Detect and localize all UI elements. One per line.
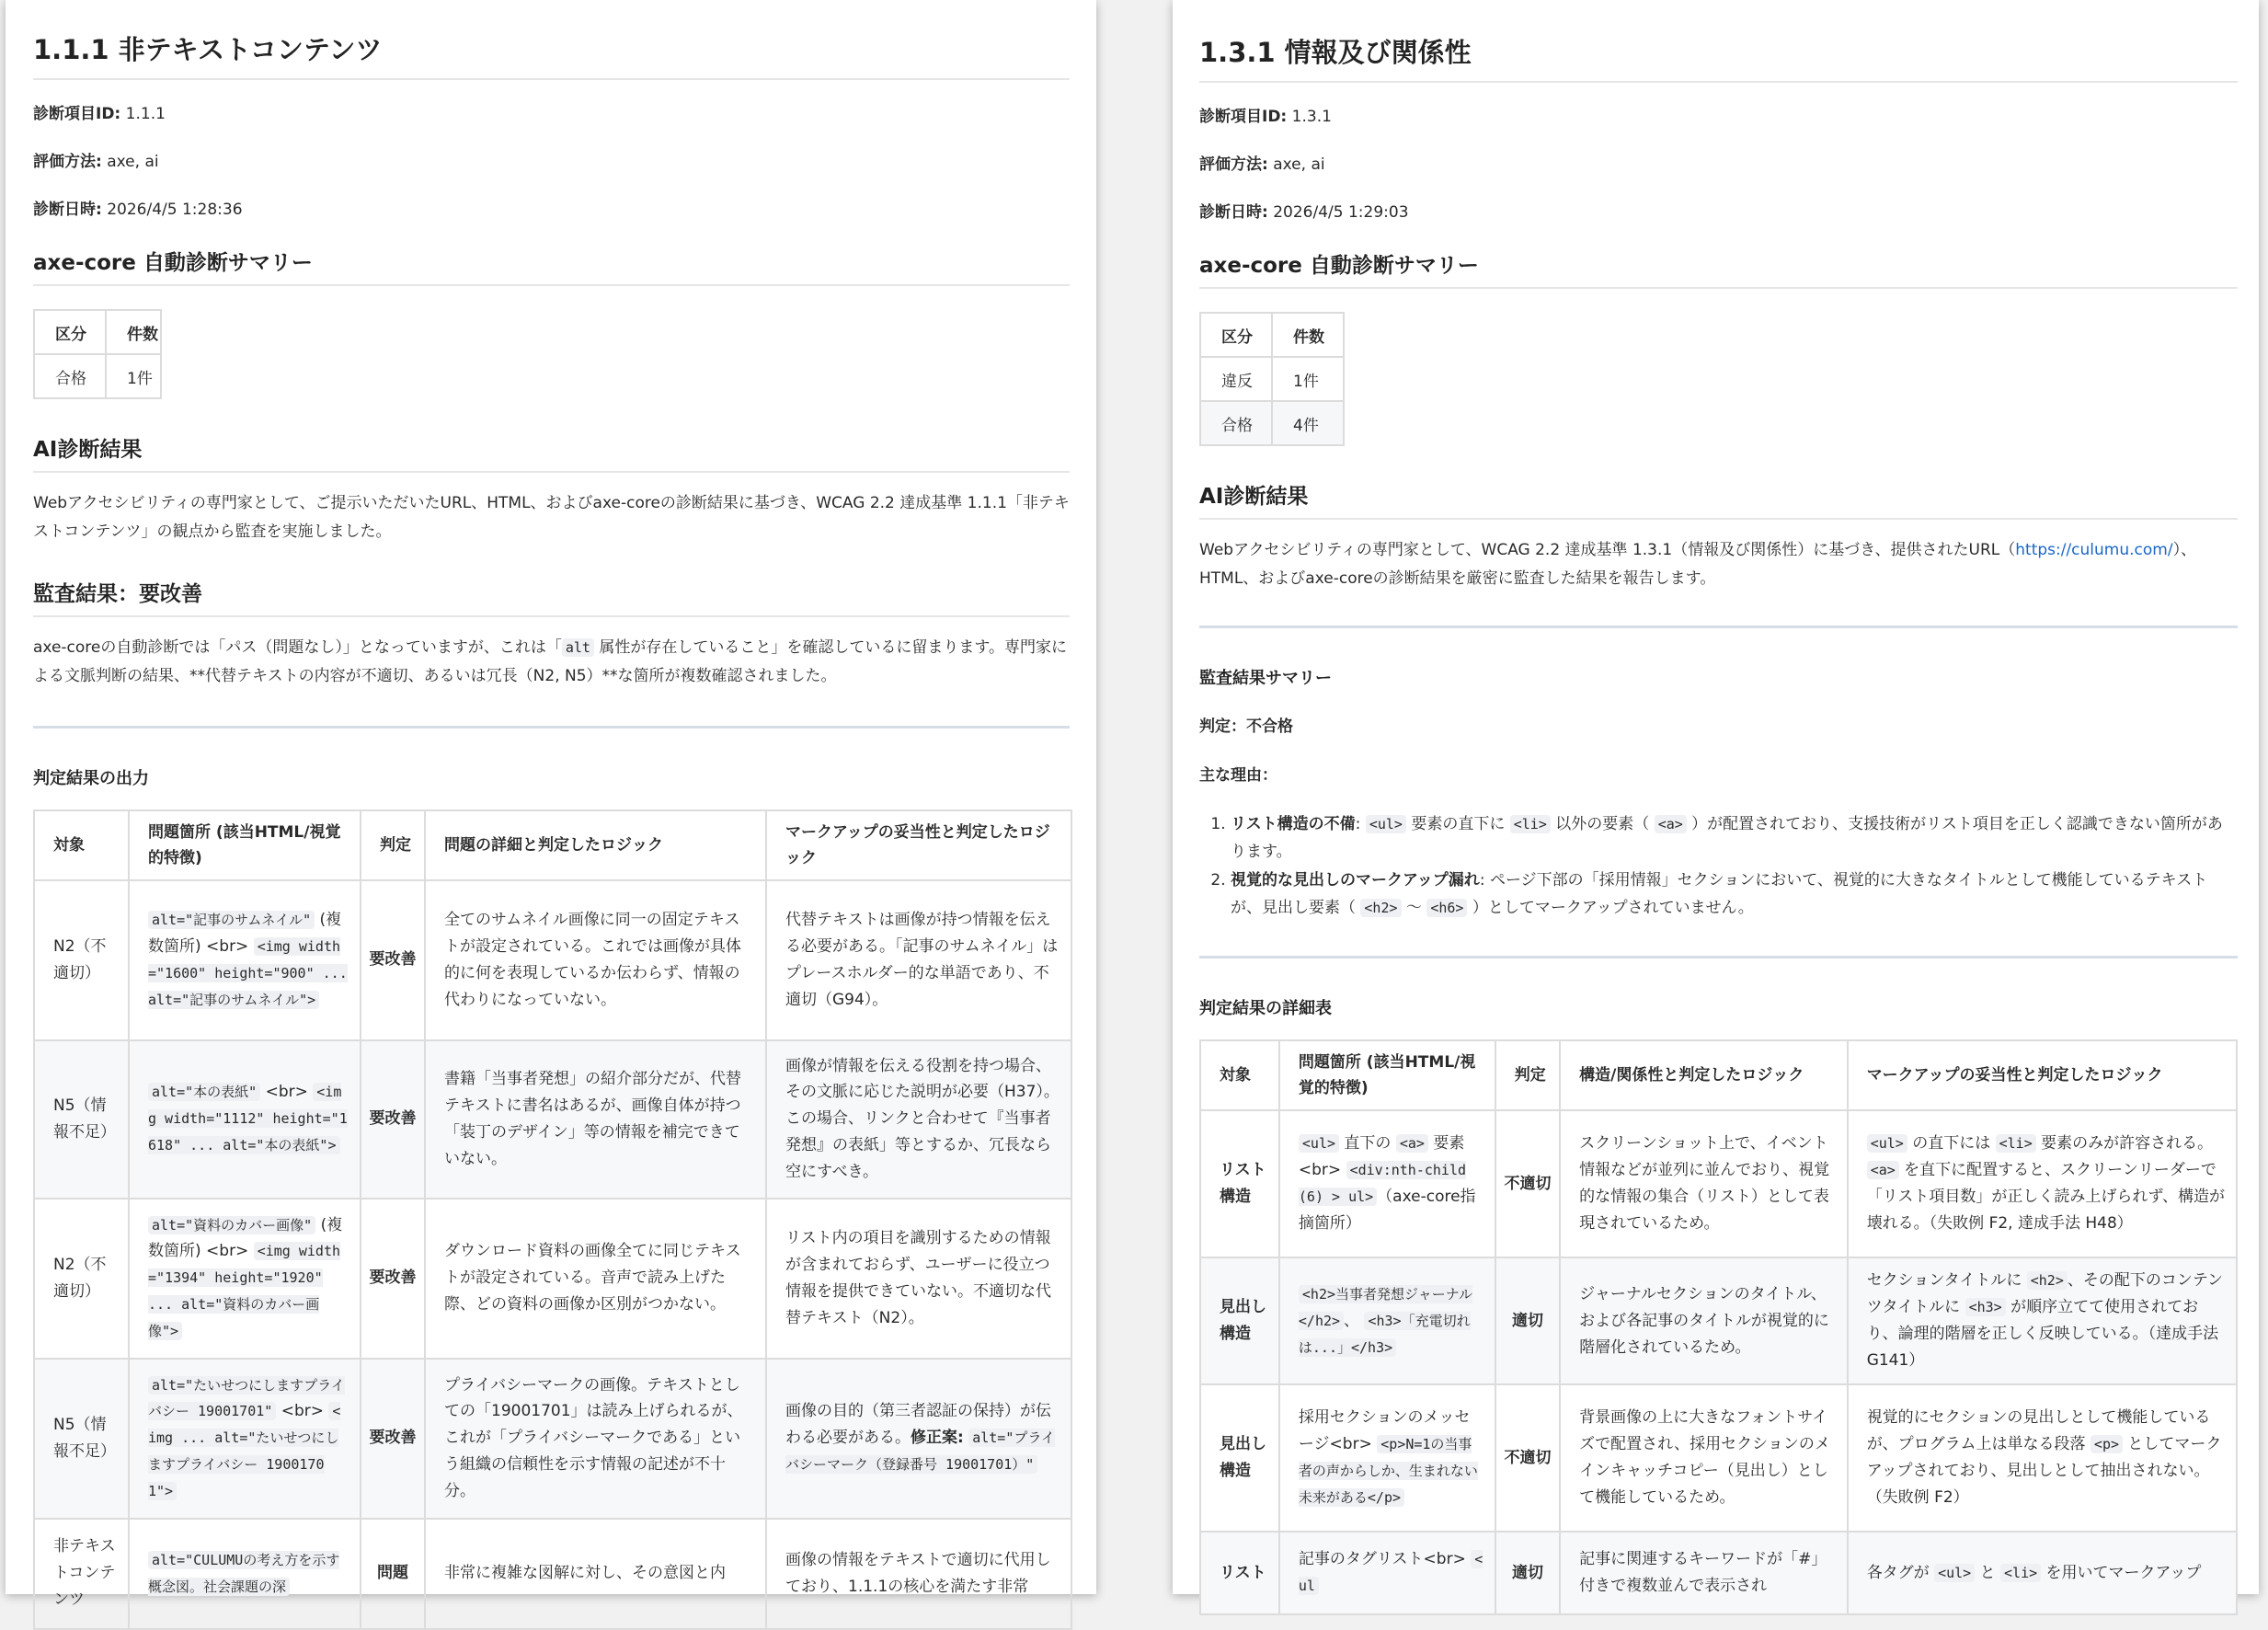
- inline-code: alt: [562, 638, 594, 657]
- inline-code: <ul>: [1299, 1134, 1339, 1153]
- row-markup: [766, 1359, 1071, 1519]
- section-divider: [1199, 956, 2238, 958]
- table-header-row: [1200, 313, 1344, 357]
- meta-value: 1.3.1: [1287, 108, 1332, 126]
- table-row: [1200, 401, 1344, 445]
- meta-value: axe, ai: [1267, 155, 1325, 175]
- inline-code: <h2>: [2027, 1271, 2068, 1290]
- text-segment: が順序立てて使用されており、論理的階層を正しく反映している。（達成手法 G141）: [1866, 1298, 2219, 1371]
- section-divider: [1199, 626, 2238, 628]
- row-detail: プライバシーマークの画像。テキストとしての「19001701」は読み上げられるが、これが「プライバシーマークである」という組織の信頼性を示す情報の記述が不十分。: [425, 1359, 766, 1519]
- summary-count: 4件: [1272, 401, 1344, 445]
- text-segment: 記事のタグリスト<br>: [1298, 1550, 1472, 1569]
- reason-item: [1231, 810, 2238, 867]
- row-markup: 画像が情報を伝える役割を持つ場合、その文脈に応じた説明が必要（H37）。この場合、リンクと合わせて『当事者発想』の表紙」等とするか、冗長なら空にすべき。: [766, 1040, 1071, 1199]
- inline-code: alt="プライバシーマーク（登録番号 19001701）": [785, 1429, 1055, 1474]
- text-segment: セクションタイトルに: [1866, 1271, 2027, 1291]
- table-header: 件数: [106, 310, 161, 354]
- row-verdict: 要改善: [361, 880, 425, 1040]
- reason-title: 視覚的な見出しのマークアップ漏れ: [1231, 870, 1480, 890]
- text-segment: ）、HTML、およびaxe-coreの診断結果を厳密に監査した結果を報告します。: [1199, 541, 2197, 588]
- meta-datetime: [33, 200, 1070, 220]
- row-markup: [1848, 1257, 2237, 1384]
- row-location: [129, 1359, 361, 1519]
- text-segment: axe-coreの自動診断では「パス（問題なし）」となっていますが、これは「: [33, 638, 562, 658]
- table-row: [34, 880, 1071, 1040]
- table-row: [1200, 1384, 2237, 1532]
- text-segment: と: [1975, 1563, 2001, 1582]
- axe-summary-heading: axe-core 自動診断サマリー: [1199, 248, 2238, 289]
- inline-code: <li>: [2000, 1564, 2041, 1582]
- inline-code: <ul>: [1934, 1564, 1975, 1582]
- inline-code: <h2>: [1360, 899, 1401, 917]
- inline-code: <ul: [1298, 1551, 1483, 1595]
- summary-count: 1件: [106, 354, 161, 398]
- table-header-row: [34, 810, 1071, 880]
- meta-item-id: [1199, 107, 2238, 127]
- ai-result-heading: AI診断結果: [1199, 479, 2238, 520]
- result-table: [33, 809, 1072, 1630]
- row-verdict: 適切: [1495, 1257, 1560, 1384]
- summary-count: 1件: [1272, 357, 1344, 401]
- text-segment: 要素の直下に: [1405, 814, 1510, 833]
- ai-intro-text: Webアクセシビリティの専門家として、ご提示いただいたURL、HTML、およびaxe-coreの診断結果に基づき、WCAG 2.2 達成基準 1.1.1「非テキストコンテンツ」の観点から監査を実施しました。: [33, 494, 1070, 541]
- row-detail: 書籍「当事者発想」の紹介部分だが、代替テキストに書名はあるが、画像自体が持つ「装丁のデザイン」等の情報を補完できていない。: [425, 1040, 766, 1199]
- meta-value: 2026/4/5 1:28:36: [101, 201, 243, 220]
- inline-code: alt="本の表紙": [148, 1083, 260, 1101]
- reason-title: リスト構造の不備: [1231, 814, 1356, 833]
- text-segment: (複数箇所) <br>: [148, 1215, 343, 1261]
- inline-code: alt="たいせつにしますプライバシー 19001701": [148, 1376, 345, 1420]
- summary-category: 合格: [1200, 401, 1272, 445]
- inline-code: <p>N=1の当事者の声からしか、生まれない未来がある</p>: [1298, 1436, 1478, 1507]
- reasons-heading: 主な理由：: [1199, 766, 1277, 786]
- table-header: 問題の詳細と判定したロジック: [425, 810, 766, 880]
- fix-label: 修正案:: [911, 1429, 964, 1448]
- text-segment: 直下の: [1339, 1134, 1396, 1154]
- audit-result-text: [33, 634, 1070, 690]
- table-header: 判定: [1495, 1040, 1560, 1110]
- row-markup: [1848, 1110, 2237, 1257]
- inline-code: <img width="1112" height="1618" ... alt="本の表紙">: [148, 1084, 348, 1154]
- row-location: [1279, 1257, 1495, 1384]
- row-target: 見出し構造: [1200, 1384, 1279, 1532]
- inline-code: <h3>: [1965, 1298, 2006, 1316]
- meta-value: 1.1.1: [120, 105, 166, 123]
- right-report-content: [1173, 0, 2259, 1615]
- table-row: [34, 1199, 1071, 1359]
- row-target: N5（情報不足）: [34, 1359, 129, 1519]
- inline-code: <img width="1600" height="900" ... alt="記事のサムネイル">: [148, 937, 348, 1008]
- table-row: [1200, 357, 1344, 401]
- table-header-row: [34, 310, 161, 354]
- text-segment: の直下には: [1907, 1134, 1996, 1154]
- row-detail: スクリーンショット上で、イベント情報などが並列に並んでおり、視覚的な情報の集合（リスト）として表現されているため。: [1560, 1110, 1848, 1257]
- row-verdict: 要改善: [361, 1199, 425, 1359]
- meta-label: 診断日時:: [1199, 203, 1268, 223]
- right-report-panel: [1173, 0, 2259, 1594]
- text-segment: 、: [1344, 1311, 1365, 1330]
- row-detail: 全てのサムネイル画像に同一の固定テキストが設定されている。これでは画像が具体的に何を表現しているか伝わらず、情報の代わりになっていない。: [425, 880, 766, 1040]
- row-detail: 非常に複雑な図解に対し、その意図と内: [425, 1519, 766, 1629]
- row-verdict: 要改善: [361, 1040, 425, 1199]
- inline-code: <div:nth-child(6) > ul>: [1298, 1162, 1467, 1206]
- inline-code: alt="資料のカバー画像": [148, 1216, 315, 1234]
- row-location: [129, 1519, 361, 1629]
- row-verdict: 適切: [1495, 1532, 1560, 1614]
- table-header: 判定: [361, 810, 425, 880]
- row-detail: 背景画像の上に大きなフォントサイズで配置され、採用セクションのメインキャッチコピー（見出し）として機能しているため。: [1560, 1384, 1848, 1532]
- row-target: リスト: [1200, 1532, 1279, 1614]
- inline-code: <a>: [1867, 1161, 1899, 1179]
- inline-code: <img ... alt="たいせつにしますプライバシー 19001701">: [148, 1403, 341, 1500]
- row-location: [129, 880, 361, 1040]
- text-segment: 〜: [1401, 899, 1427, 918]
- text-segment: 、その配下のコンテンツタイトルに: [1866, 1271, 2224, 1317]
- row-verdict: 要改善: [361, 1359, 425, 1519]
- table-header: 問題箇所 (該当HTML/視覚的特徴): [129, 810, 361, 880]
- meta-datetime: [1199, 202, 2238, 223]
- text-segment: 画像の目的（第三者認証の保持）が伝わる必要がある。: [785, 1402, 1051, 1448]
- table-header: 構造/関係性と判定したロジック: [1560, 1040, 1848, 1110]
- axe-summary-table: [33, 309, 162, 399]
- row-target: N5（情報不足）: [34, 1040, 129, 1199]
- meta-label: 診断項目ID:: [1199, 108, 1288, 126]
- inline-code: <li>: [1510, 815, 1551, 833]
- text-segment: <br>: [276, 1402, 329, 1421]
- page-title: 1.3.1 情報及び関係性: [1199, 0, 2238, 83]
- inline-code: <p>: [2090, 1435, 2123, 1453]
- row-target: N2（不適切）: [34, 880, 129, 1040]
- reason-item: [1231, 867, 2238, 923]
- inline-code: <ul>: [1366, 815, 1406, 833]
- audit-summary-heading: 監査結果サマリー: [1199, 669, 1332, 689]
- text-segment: :: [1355, 814, 1366, 833]
- row-verdict: 不適切: [1495, 1110, 1560, 1257]
- left-report-panel: [6, 0, 1096, 1610]
- inline-code: <h3>「充電切れは...」</h3>: [1298, 1312, 1471, 1356]
- row-markup: 代替テキストは画像が持つ情報を伝える必要がある。「記事のサムネイル」はプレースホルダー的な単語であり、不適切（G94）。: [766, 880, 1071, 1040]
- summary-category: 違反: [1200, 357, 1272, 401]
- text-segment: 採用セクションのメッセージ<br>: [1298, 1408, 1471, 1454]
- text-segment: 各タグが: [1866, 1563, 1935, 1582]
- text-segment: 要素のみが許容される。: [2035, 1134, 2214, 1154]
- table-row: [1200, 1110, 2237, 1257]
- row-detail: ダウンロード資料の画像全てに同じテキストが設定されている。音声で読み上げた際、どの資料の画像か区別がつかない。: [425, 1199, 766, 1359]
- table-row: [1200, 1257, 2237, 1384]
- table-row: [34, 1040, 1071, 1199]
- table-header: 区分: [34, 310, 106, 354]
- row-detail: 記事に関連するキーワードが「#」付きで複数並んで表示され: [1560, 1532, 1848, 1614]
- inline-code: <h2>当事者発想ジャーナル</h2>: [1298, 1285, 1472, 1329]
- row-markup: [1848, 1384, 2237, 1532]
- row-location: [1279, 1110, 1495, 1257]
- axe-summary-heading: axe-core 自動診断サマリー: [33, 246, 1070, 286]
- table-row: [34, 1359, 1071, 1519]
- section-divider: [33, 726, 1070, 729]
- row-location: [1279, 1384, 1495, 1532]
- text-segment: を直下に配置すると、スクリーンリーダーで「リスト項目数」が正しく読み上げられず、構造が壊れる。（失敗例 F2, 達成手法 H48）: [1866, 1161, 2225, 1234]
- row-location: [129, 1040, 361, 1199]
- page-title: 1.1.1 非テキストコンテンツ: [33, 0, 1070, 80]
- summary-category: 合格: [34, 354, 106, 398]
- text-segment: 以外の要素（: [1550, 814, 1655, 833]
- row-target: N2（不適切）: [34, 1199, 129, 1359]
- detail-table: [1199, 1039, 2238, 1615]
- table-header: 対象: [34, 810, 129, 880]
- table-row: [1200, 1532, 2237, 1614]
- text-segment: 要素 <br>: [1298, 1134, 1465, 1180]
- text-segment: 属性が存在していること」を確認しているに留まります。専門家による文脈判断の結果、**代替テキストの内容が不適切、あるいは冗長（N2, N5）**な箇所が複数確認されました。: [33, 638, 1068, 686]
- row-markup: 画像の情報をテキストで適切に代用しており、1.1.1の核心を満たす非常: [766, 1519, 1071, 1629]
- table-header: 問題箇所 (該当HTML/視覚的特徴): [1279, 1040, 1495, 1110]
- meta-method: [33, 152, 1070, 172]
- table-header: 件数: [1272, 313, 1344, 357]
- table-header: マークアップの妥当性と判定したロジック: [1848, 1040, 2237, 1110]
- text-segment: 視覚的にセクションの見出しとして機能しているが、プログラム上は単なる段落: [1866, 1408, 2211, 1454]
- output-heading: 判定結果の出力: [33, 768, 149, 788]
- row-target: 見出し構造: [1200, 1257, 1279, 1384]
- meta-label: 診断日時:: [33, 201, 102, 220]
- ai-intro-text: [1199, 536, 2238, 592]
- table-header: マークアップの妥当性と判定したロジック: [766, 810, 1071, 880]
- culumu-link[interactable]: https://culumu.com/: [2015, 541, 2173, 560]
- meta-label: 評価方法:: [1199, 155, 1268, 175]
- table-header: 対象: [1200, 1040, 1279, 1110]
- text-segment: としてマークアップされており、見出しとして抽出されない。（失敗例 F2）: [1866, 1435, 2222, 1508]
- axe-summary-table: [1199, 312, 1345, 446]
- detail-table-heading: 判定結果の詳細表: [1199, 999, 1332, 1019]
- inline-code: <h6>: [1426, 899, 1467, 917]
- inline-code: <li>: [1996, 1134, 2036, 1153]
- table-header: 区分: [1200, 313, 1272, 357]
- inline-code: alt="記事のサムネイル": [148, 911, 315, 929]
- inline-code: <a>: [1655, 815, 1687, 833]
- meta-item-id: [33, 104, 1070, 124]
- table-row: [34, 1519, 1071, 1629]
- meta-value: 2026/4/5 1:29:03: [1267, 203, 1409, 223]
- inline-code: alt="CULUMUの考え方を示す概念図。社会課題の深: [148, 1551, 340, 1595]
- row-markup: リスト内の項目を識別するための情報が含まれておらず、ユーザーに役立つ情報を提供できていない。不適切な代替テキスト（N2）。: [766, 1199, 1071, 1359]
- inline-code: <a>: [1396, 1134, 1428, 1153]
- row-detail: ジャーナルセクションのタイトル、および各記事のタイトルが視覚的に階層化されているため。: [1560, 1257, 1848, 1384]
- text-segment: ）としてマークアップされていません。: [1467, 899, 1754, 918]
- inline-code: <ul>: [1867, 1134, 1907, 1153]
- table-row: [34, 354, 161, 398]
- row-location: [129, 1199, 361, 1359]
- inline-code: <img width="1394" height="1920" ... alt="資料のカバー画像">: [148, 1243, 341, 1340]
- text-segment: : ページ下部の「採用情報」セクションにおいて、視覚的に大きなタイトルとして機能しているテキストが、見出し要素（: [1231, 870, 2208, 918]
- row-verdict: 不適切: [1495, 1384, 1560, 1532]
- text-segment: Webアクセシビリティの専門家として、WCAG 2.2 達成基準 1.3.1（情報及び関係性）に基づき、提供されたURL（: [1199, 541, 2016, 560]
- meta-value: axe, ai: [101, 153, 159, 172]
- text-segment: ）が配置されており、支援技術がリスト項目を正しく認識できない箇所があります。: [1231, 814, 2223, 862]
- text-segment: <br>: [260, 1083, 314, 1102]
- row-target: 非テキストコンテンツ: [34, 1519, 129, 1629]
- meta-label: 評価方法:: [33, 153, 102, 172]
- audit-result-heading: 監査結果：要改善: [33, 577, 1070, 617]
- ai-result-heading: AI診断結果: [33, 432, 1070, 473]
- row-markup: [1848, 1532, 2237, 1614]
- text-segment: を用いてマークアップ: [2041, 1563, 2202, 1582]
- meta-method: [1199, 155, 2238, 175]
- row-location: [1279, 1532, 1495, 1614]
- text-segment: （axe-core指摘箇所）: [1298, 1188, 1476, 1234]
- left-report-content: [6, 0, 1096, 1630]
- row-target: リスト構造: [1200, 1110, 1279, 1257]
- meta-label: 診断項目ID:: [33, 105, 121, 123]
- reasons-list: [1199, 810, 2238, 923]
- text-segment: (複数箇所) <br>: [148, 910, 342, 956]
- table-header-row: [1200, 1040, 2237, 1110]
- row-verdict: 問題: [361, 1519, 425, 1629]
- judgement-text: 判定：不合格: [1199, 717, 1293, 737]
